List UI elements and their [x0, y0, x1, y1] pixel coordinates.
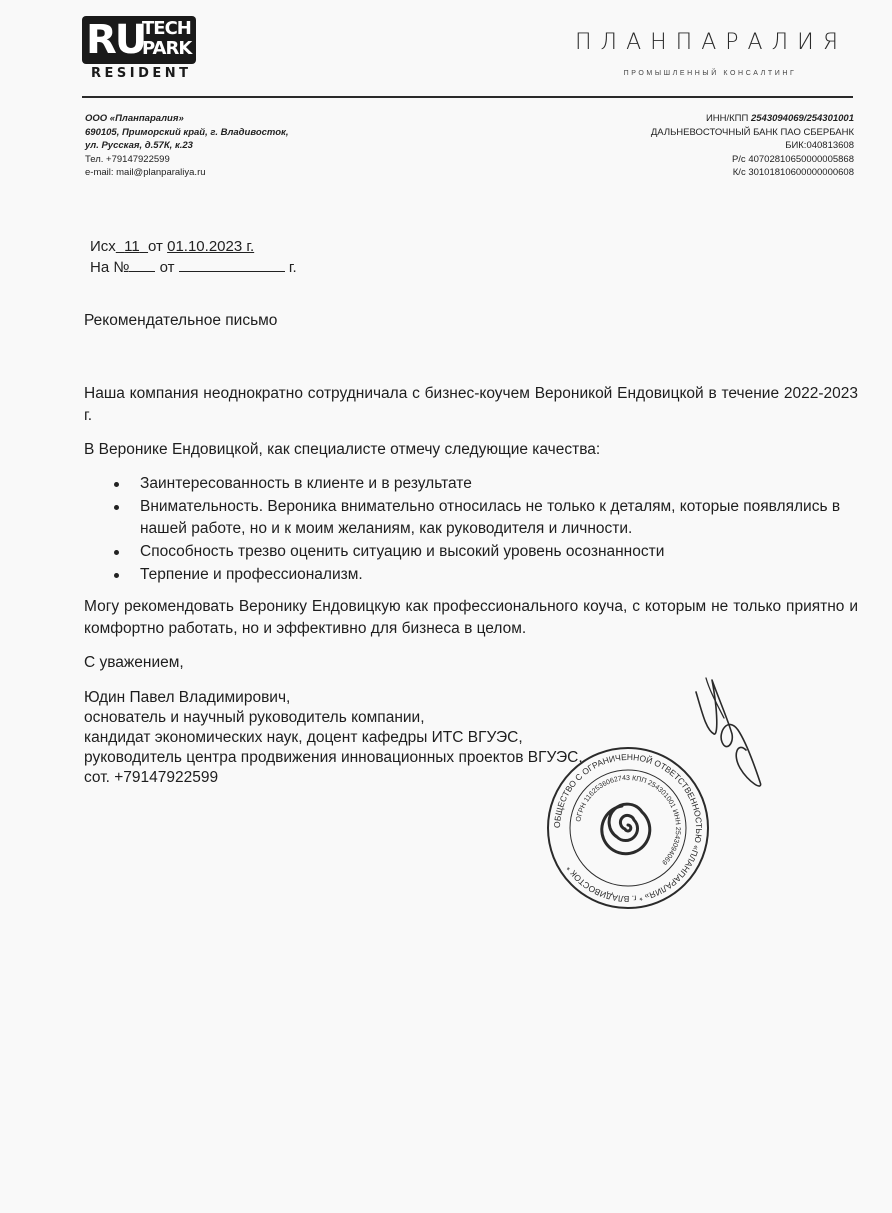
stamp-outer-circle — [548, 748, 708, 908]
brand-name: ПЛАНПАРАЛИЯ — [575, 30, 848, 55]
company-stamp — [544, 744, 712, 912]
qualities-list — [84, 473, 858, 586]
company-phone: Тел. +79147922599 — [85, 153, 170, 165]
stamp-spiral-emblem — [602, 804, 650, 854]
outgoing-date: 01.10.2023 г. — [167, 238, 255, 255]
greeting: С уважением, — [84, 654, 184, 671]
outgoing-label: Исх — [90, 238, 116, 255]
list-item: Терпение и профессионализм. — [140, 564, 858, 586]
signatory-name: Юдин Павел Владимирович, — [84, 689, 291, 706]
signatory-role-1: основатель и научный руководитель компании, — [84, 709, 425, 726]
letter-title: Рекомендательное письмо — [84, 312, 278, 329]
reply-date-blank — [179, 257, 285, 272]
planparaliya-logo — [575, 30, 848, 86]
stamp-inner-text: ОГРН 1162536062743 КПП 254301001 ИНН 2543094069 — [575, 774, 682, 866]
reply-from-label: от — [159, 259, 175, 276]
outgoing-line — [90, 236, 297, 257]
logo-park-text: PARK — [142, 38, 192, 59]
rutech-park-logo — [82, 16, 198, 82]
bank-bik: БИК:040813608 — [785, 140, 854, 151]
outgoing-number-value — [116, 238, 148, 255]
logo-ru-text: RU — [86, 17, 146, 63]
bank-name: ДАЛЬНЕВОСТОЧНЫЙ БАНК ПАО СБЕРБАНК — [650, 126, 854, 138]
inn-kpp-label: ИНН/КПП — [705, 113, 749, 124]
paragraph-recommendation: Могу рекомендовать Веронику Ендовицкую как профессионального коуча, с которым не только приятно и комфортно работать, но и эффективно для бизнеса в целом. — [84, 598, 858, 637]
signatory-role-3: руководитель центра продвижения инновационных проектов ВГУЭС, — [84, 749, 583, 766]
bank-rs: Р/с 40702810650000005868 — [731, 153, 854, 165]
reply-line — [90, 257, 297, 278]
paragraph-cooperation: Наша компания неоднократно сотрудничала с бизнес-коучем Вероникой Ендовицкой в течение 2022-2023 г. — [84, 385, 858, 424]
company-email: e-mail: mail@planparaliya.ru — [85, 167, 206, 178]
paragraph-qualities-intro: В Веронике Ендовицкой, как специалисте отмечу следующие качества: — [84, 441, 601, 458]
stamp-inner-circle — [570, 770, 686, 886]
company-address-line2: ул. Русская, д.57К, к.23 — [85, 140, 193, 151]
header-divider — [82, 96, 853, 98]
logo-tech-text: TECH — [142, 18, 191, 39]
reply-number-blank — [129, 257, 155, 272]
signatory-phone: сот. +79147922599 — [84, 769, 219, 786]
list-item: Способность трезво оценить ситуацию и высокий уровень осознанности — [140, 541, 858, 563]
reply-label: На № — [90, 259, 130, 276]
list-item: Заинтересованность в клиенте и в результате — [140, 473, 858, 495]
company-name: ООО «Планпаралия» — [85, 113, 184, 124]
company-requisites — [85, 112, 385, 180]
inn-kpp-line — [494, 112, 854, 126]
reply-year: г. — [288, 259, 297, 276]
bank-ks: К/с 30101810600000000608 — [732, 167, 854, 178]
outgoing-from-label: от — [148, 238, 163, 255]
handwritten-signature — [688, 672, 788, 802]
list-item: Внимательность. Вероника внимательно относилась не только к деталям, которые появлялись в нашей работе, но и к моим желаниям, как руководителя и личности. — [140, 496, 858, 540]
stamp-ring-text: ОБЩЕСТВО С ОГРАНИЧЕННОЙ ОТВЕТСТВЕННОСТЬЮ «ПЛАНПАРАЛИЯ» * г. ВЛАДИВОСТОК * — [551, 751, 705, 905]
brand-subtitle: ПРОМЫШЛЕННЫЙ КОНСАЛТИНГ — [623, 70, 797, 77]
company-address-line1: 690105, Приморский край, г. Владивосток, — [85, 126, 289, 138]
inn-kpp-value: 2543094069/254301001 — [750, 113, 854, 124]
signatory-role-2: кандидат экономических наук, доцент кафедры ИТС ВГУЭС, — [84, 729, 523, 746]
logo-resident-text: RESIDENT — [91, 66, 192, 81]
outgoing-number — [90, 236, 297, 278]
bank-requisites — [494, 112, 854, 180]
outgoing-number-text: 11 — [124, 238, 140, 255]
